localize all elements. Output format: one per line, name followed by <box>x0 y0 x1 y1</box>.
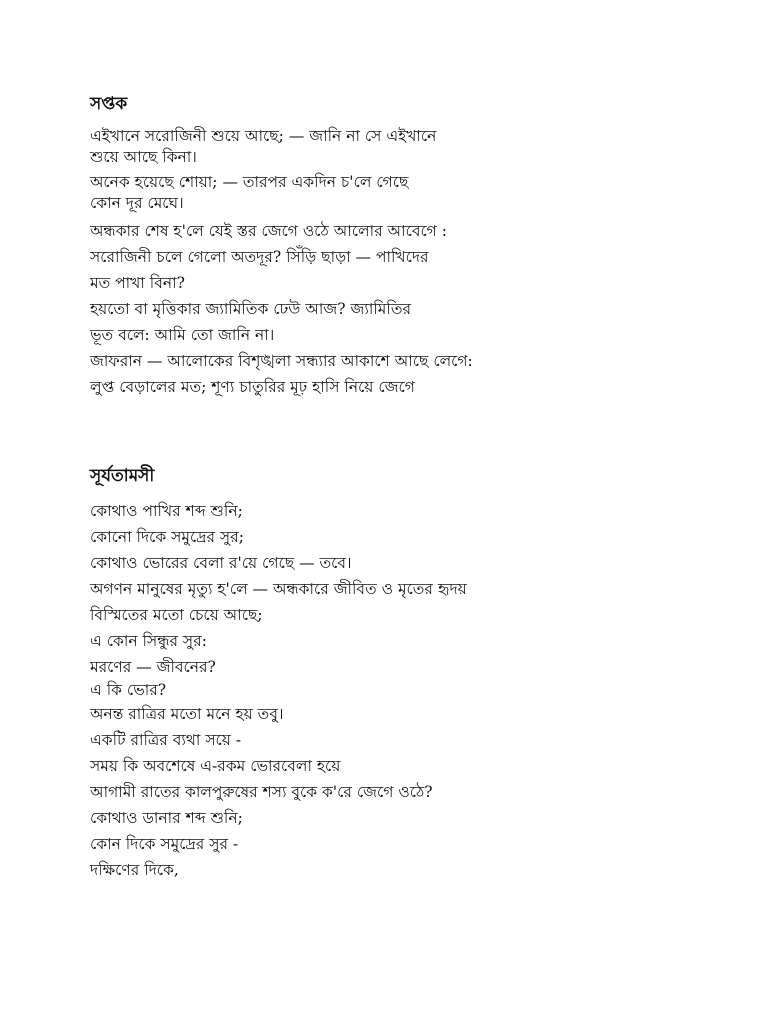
poem-line: অন্ধকার শেষ হ'লে যেই স্তর জেগে ওঠে আলোর আবেগে : <box>90 222 447 240</box>
poem-line: অনন্ত রাত্রির মতো মনে হয় তবু। <box>90 705 284 723</box>
poem-line: মরণের — জীবনের? <box>90 658 216 676</box>
poem-line: একটি রাত্রির ব্যথা সয়ে - <box>90 731 242 749</box>
poem-line: জাফরান — আলোকের বিশৃঙ্খলা সন্ধ্যার আকাশে আছে লেগে: <box>90 352 473 370</box>
poem-line: হয়তো বা মৃত্তিকার জ্যামিতিক ঢেউ আজ? জ্যামিতির <box>90 300 411 318</box>
poem-line: অগণন মানুষের মৃত্যু হ'লে — অন্ধকারে জীবিত ও মৃতের হৃদয় <box>90 580 467 598</box>
poem-line: এ কি ভোর? <box>90 681 167 699</box>
poem-title: সপ্তক <box>90 94 128 114</box>
poem-line: এ কোন সিন্ধুর সুর: <box>90 632 207 650</box>
poem-line: দক্ষিণের দিকে, <box>90 861 179 879</box>
poem-line: কোন দিকে সমুদ্রের সুর - <box>90 835 239 853</box>
poem-line: কোথাও ভোরের বেলা র'য়ে গেছে — তবে। <box>90 554 352 572</box>
poem-line: মত পাখা বিনা? <box>90 274 185 292</box>
poem-line: ভূত বলে: আমি তো জানি না। <box>90 326 275 344</box>
poem-line: এইখানে সরোজিনী শুয়ে আছে; — জানি না সে এইখানে <box>90 127 437 145</box>
poem-line: অনেক হয়েছে শোয়া; — তারপর একদিন চ'লে গেছে <box>90 173 409 191</box>
poem-line: লুপ্ত বেড়ালের মত; শূণ্য চাতুরির মূঢ় হাসি নিয়ে জেগে <box>90 378 415 396</box>
poem-line: বিস্মিতের মতো চেয়ে আছে; <box>90 606 263 624</box>
poem-line: শুয়ে আছে কিনা। <box>90 148 197 166</box>
poem-surjatamasi <box>90 464 730 883</box>
poem-line: সরোজিনী চলে গেলো অতদূর? সিঁড়ি ছাড়া — পাখিদের <box>90 248 429 266</box>
poem-line: কোনো দিকে সমুদ্রের সুর; <box>90 528 244 546</box>
poem-line: আগামী রাতের কালপুরুষের শস্য বুকে ক'রে জেগে ওঠে? <box>90 783 433 801</box>
poem-line: কোথাও ডানার শব্দ শুনি; <box>90 809 243 827</box>
poem-saptak <box>90 92 730 400</box>
poem-title: সূর্যতামসী <box>90 466 155 486</box>
poem-line: সময় কি অবশেষে এ-রকম ভোরবেলা হয়ে <box>90 757 341 775</box>
poem-line: কোন দূর মেঘে। <box>90 194 184 212</box>
poem-line: কোথাও পাখির শব্দ শুনি; <box>90 502 243 520</box>
